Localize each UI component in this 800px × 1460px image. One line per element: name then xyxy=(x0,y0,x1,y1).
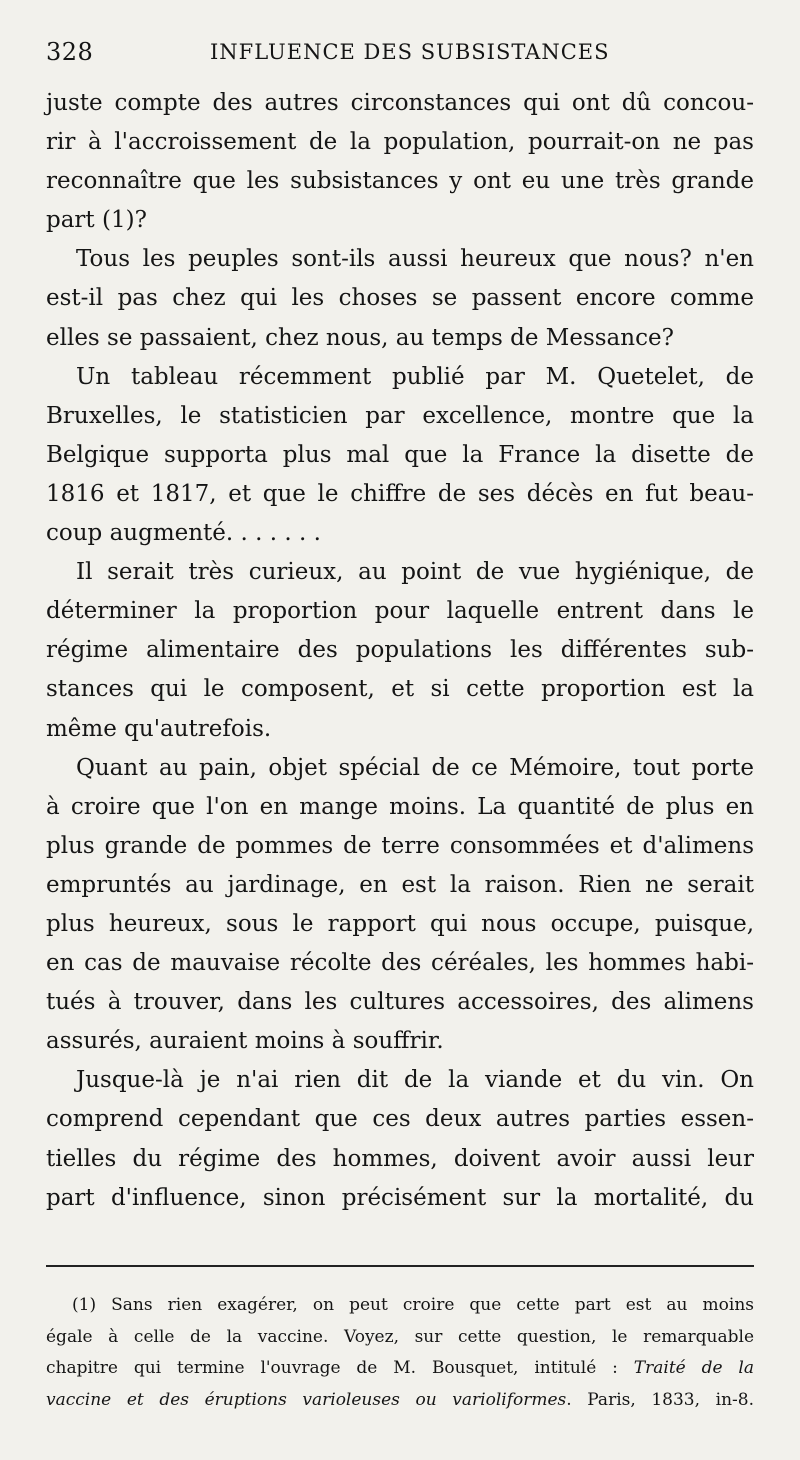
footnote-line xyxy=(46,1385,754,1417)
running-head: INFLUENCE DES SUBSISTANCES xyxy=(210,40,610,64)
footnote-line xyxy=(46,1353,754,1385)
text-line: tués à trouver, dans les cultures accessoires, des alimens xyxy=(46,989,754,1016)
text-line: Tous les peuples sont-ils aussi heureux que nous? n'en xyxy=(76,246,754,273)
text-line: juste compte des autres circonstances qui ont dû concou- xyxy=(46,90,754,116)
text-line: stances qui le composent, et si cette proportion est la xyxy=(46,676,754,703)
text-line: plus grande de pommes de terre consommées et d'alimens xyxy=(46,832,754,859)
text-line: rir à l'accroissement de la population, pourrait-on ne pas xyxy=(46,129,754,156)
text-line: déterminer la proportion pour laquelle entrent dans le xyxy=(46,598,754,625)
page-header xyxy=(0,38,800,78)
text-line: Il serait très curieux, au point de vue hygiénique, de xyxy=(76,559,754,586)
footnote-line: égale à celle de la vaccine. Voyez, sur cette question, le remarquable xyxy=(46,1326,754,1347)
footnote xyxy=(46,1290,754,1417)
text-line: même qu'autrefois. xyxy=(46,715,272,742)
text-line: Jusque-là je n'ai rien dit de la viande et du vin. On xyxy=(76,1067,754,1094)
text-line: empruntés au jardinage, en est la raison. Rien ne serait xyxy=(46,871,754,898)
text-line: reconnaître que les subsistances y ont eu une très grande xyxy=(46,168,754,195)
page-number: 328 xyxy=(46,38,94,66)
text-line: en cas de mauvaise récolte des céréales, les hommes habi- xyxy=(46,950,754,977)
text-line: Quant au pain, objet spécial de ce Mémoire, tout porte xyxy=(76,754,754,781)
footnote-text: chapitre qui termine l'ouvrage de M. Bousquet, intitulé : xyxy=(46,1358,634,1379)
text-line: tielles du régime des hommes, doivent avoir aussi leur xyxy=(46,1145,754,1172)
footnote-text: . Paris, 1833, in-8. xyxy=(566,1390,754,1411)
footnote-book-title: Traité de la xyxy=(633,1358,754,1379)
footnote-line: (1) Sans rien exagérer, on peut croire que cette part est au moins xyxy=(72,1295,754,1315)
footnote-book-title: vaccine et des éruptions varioleuses ou varioliformes xyxy=(46,1390,567,1411)
text-line: part d'influence, sinon précisément sur la mortalité, du xyxy=(46,1184,754,1211)
text-line: est-il pas chez qui les choses se passent encore comme xyxy=(46,285,754,312)
text-line: Belgique supporta plus mal que la France la disette de xyxy=(46,441,754,468)
footnote-rule xyxy=(46,1265,754,1267)
text-line: comprend cependant que ces deux autres parties essen- xyxy=(46,1106,754,1133)
body-text xyxy=(46,84,754,1218)
text-line: Bruxelles, le statisticien par excellence, montre que la xyxy=(46,402,754,429)
text-line: coup augmenté. . . . . . . xyxy=(46,520,321,547)
text-line: 1816 et 1817, et que le chiffre de ses décès en fut beau- xyxy=(46,480,754,507)
text-line: part (1)? xyxy=(46,207,147,234)
text-line: à croire que l'on en mange moins. La quantité de plus en xyxy=(46,793,754,820)
text-line: plus heureux, sous le rapport qui nous occupe, puisque, xyxy=(46,910,754,937)
text-line: régime alimentaire des populations les différentes sub- xyxy=(46,637,754,664)
text-line: elles se passaient, chez nous, au temps de Messance? xyxy=(46,324,674,351)
text-line: Un tableau récemment publié par M. Quetelet, de xyxy=(76,363,754,390)
text-line: assurés, auraient moins à souffrir. xyxy=(46,1028,444,1055)
